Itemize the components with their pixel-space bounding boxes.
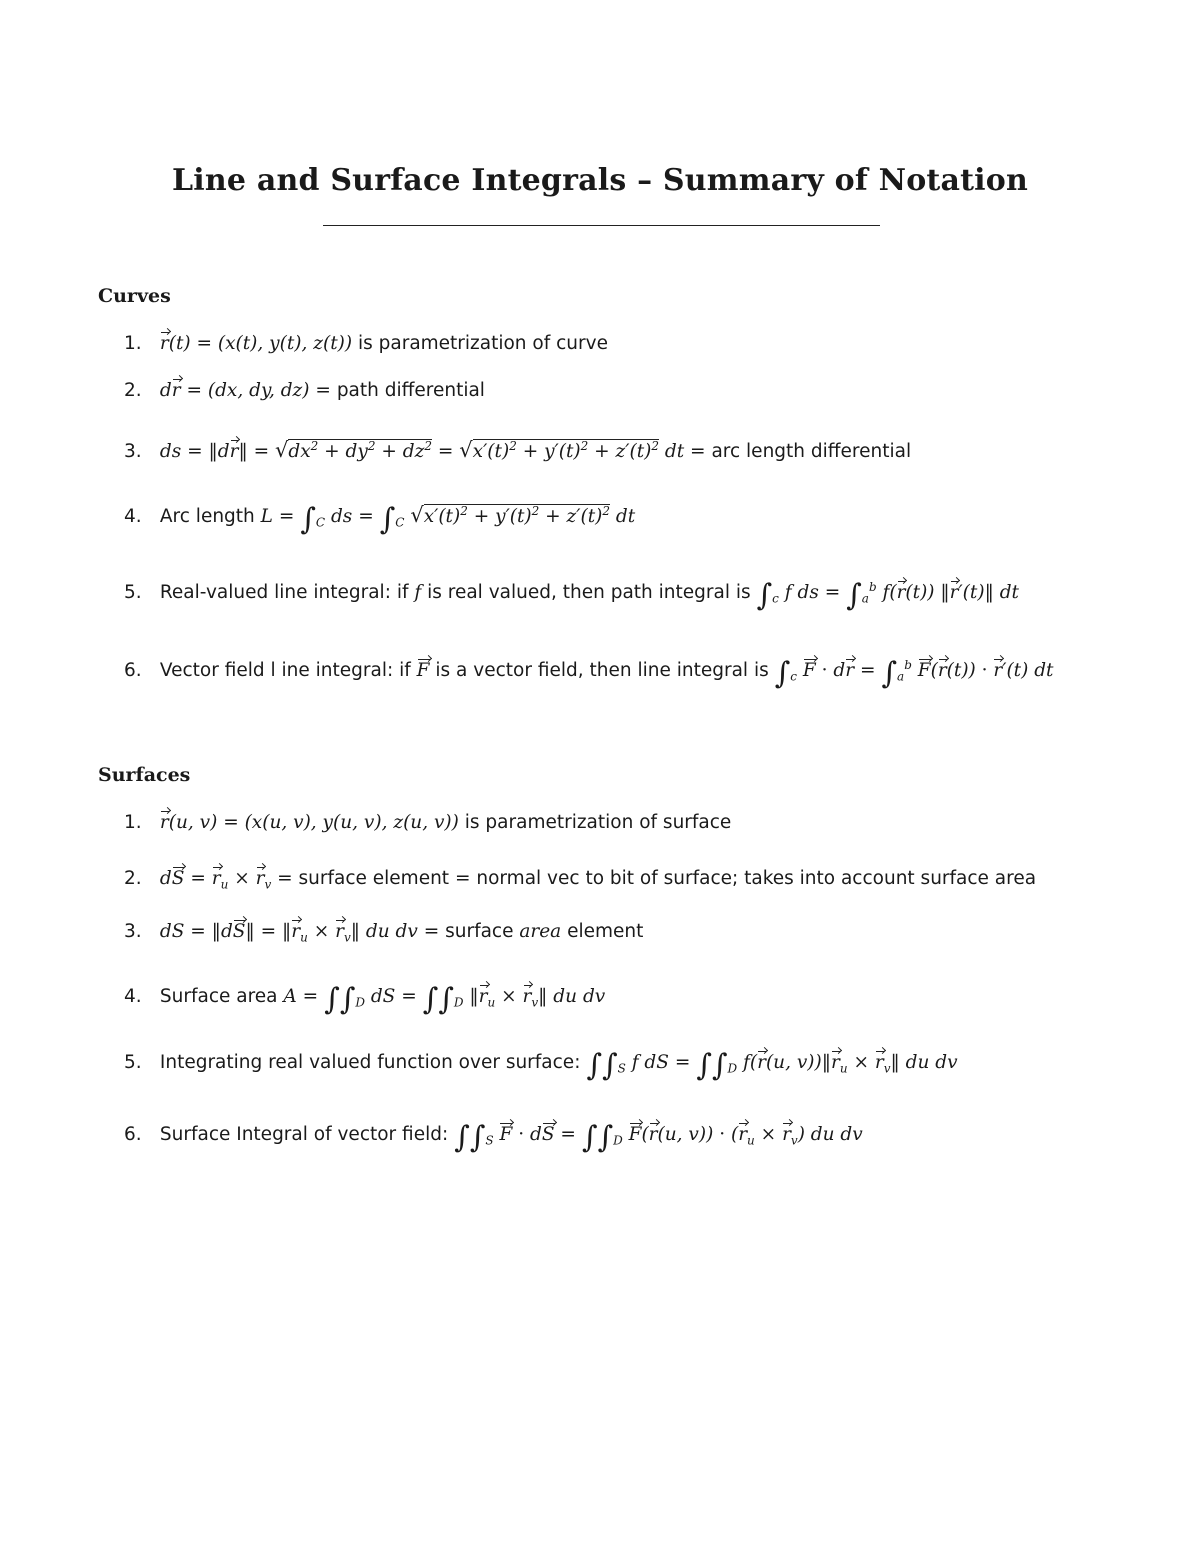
curves-item-1: 1. r(t) = (x(t), y(t), z(t)) is parametrization of curve: [124, 333, 608, 354]
title-rule: [323, 225, 880, 226]
surfaces-item-4: 4. Surface area $A = \int\int_D$ dS = $\int\int_D$ $‖r_u$ × $r_v‖$ du dv: [124, 982, 606, 1017]
item-text: path differential: [336, 380, 485, 401]
item-text: Surface Integral of vector field:: [159, 1124, 449, 1145]
surfaces-item-5: 5. Integrating real valued function over surface: $\int\int_S$ f dS = $\int\int_D$ f(r(u, $v))‖r_u$ × $r_v‖$ du dv: [124, 1048, 958, 1083]
item-text: Real-valued line integral: if: [159, 582, 409, 603]
curves-item-5: 5. Real-valued line integral: if f is real valued, then path integral is $\int_c$ f ds = $\int_a^b$ f(r(t)) ‖r′(t)‖ dt: [124, 578, 1019, 613]
item-text-2: normal vec to bit of surface; takes into account surface area: [476, 868, 1037, 889]
surfaces-item-3: 3. dS = ‖dS‖ = $‖r_u$ × $r_v‖$ du dv = surface area element: [124, 921, 644, 945]
item-text: Integrating real valued function over surface:: [159, 1052, 581, 1073]
item-text: surface: [445, 921, 514, 942]
formula: dS = ‖dS‖ = $‖r_u$ × $r_v‖$ du dv =: [159, 921, 440, 945]
item-text: is parametrization of surface: [464, 812, 732, 833]
item-text: Vector field l ine integral: if: [159, 660, 411, 681]
formula: $A = \int\int_D$ dS = $\int\int_D$ $‖r_u$ × $r_v‖$ du dv: [283, 982, 606, 1017]
curves-item-2: 2. dr = (dx, dy, dz) = path differential: [124, 380, 485, 401]
curves-item-6: 6. Vector field l ine integral: if F is a vector field, then line integral is $\int_c$ F · dr = $\int_a^b$ F(r(t)) · r′(t) dt: [124, 656, 1054, 691]
formula: dr = (dx, dy, dz) =: [159, 380, 331, 401]
surfaces-item-2: 2. dS = $r_u \times r_v$ = surface element = normal vec to bit of surface; takes into account surface area: [124, 868, 1037, 892]
surfaces-item-6: 6. Surface Integral of vector field: $\int\int_S$ F · dS = $\int\int_D$ F(r(u, $v)) \cdot (r_u \times r_v)$ du dv: [124, 1120, 863, 1155]
item-text: arc length differential: [711, 441, 912, 462]
item-text-2: is real valued, then path integral is: [427, 582, 751, 603]
surfaces-item-1: 1. r(u, v) = (x(u, v), y(u, v), z(u, v)) is parametrization of surface: [124, 812, 732, 833]
formula: dS = $r_u \times r_v$ =: [159, 868, 293, 892]
item-text: Surface area: [159, 986, 278, 1007]
item-text-italic: area: [519, 921, 562, 942]
section-heading-surfaces: Surfaces: [98, 764, 191, 786]
item-text: is parametrization of curve: [357, 333, 608, 354]
item-text-2: is a vector field, then line integral is: [435, 660, 769, 681]
formula: $\int_c$ f ds = $\int_a^b$ f(r(t)) ‖r′(t)‖ dt: [756, 578, 1019, 613]
formula: $\int\int_S$ F · dS = $\int\int_D$ F(r(u, $v)) \cdot (r_u \times r_v)$ du dv: [454, 1120, 863, 1155]
item-text: surface element: [298, 868, 450, 889]
formula: $L = \int_C$ ds = $\int_C$ $√x'(t)^2 + y'(t)^2 + z'(t)^2$ dt: [260, 502, 636, 537]
formula: r(t) = (x(t), y(t), z(t)): [159, 333, 353, 354]
page-title: Line and Surface Integrals – Summary of Notation: [172, 163, 1028, 198]
item-text: Arc length: [159, 506, 255, 527]
formula: r(u, v) = (x(u, v), y(u, v), z(u, v)): [159, 812, 459, 833]
curves-item-4: 4. Arc length $L = \int_C$ ds = $\int_C$ $√x'(t)^2 + y'(t)^2 + z'(t)^2$ dt: [124, 502, 636, 537]
item-text-2: element: [567, 921, 644, 942]
curves-item-3: 3. ds = ‖dr‖ = $√dx^2 + dy^2 + dz^2 = √x'(t)^2 + y'(t)^2 + z'(t)^2$ dt = arc length differential: [124, 438, 912, 462]
formula: ds = ‖dr‖ = $√dx^2 + dy^2 + dz^2 = √x'(t)^2 + y'(t)^2 + z'(t)^2$ dt =: [159, 438, 706, 462]
formula: $\int\int_S$ f dS = $\int\int_D$ f(r(u, $v))‖r_u$ × $r_v‖$ du dv: [586, 1048, 958, 1083]
section-heading-curves: Curves: [98, 285, 171, 307]
formula: $\int_c$ F · dr = $\int_a^b$ F(r(t)) · r′(t) dt: [774, 656, 1054, 691]
